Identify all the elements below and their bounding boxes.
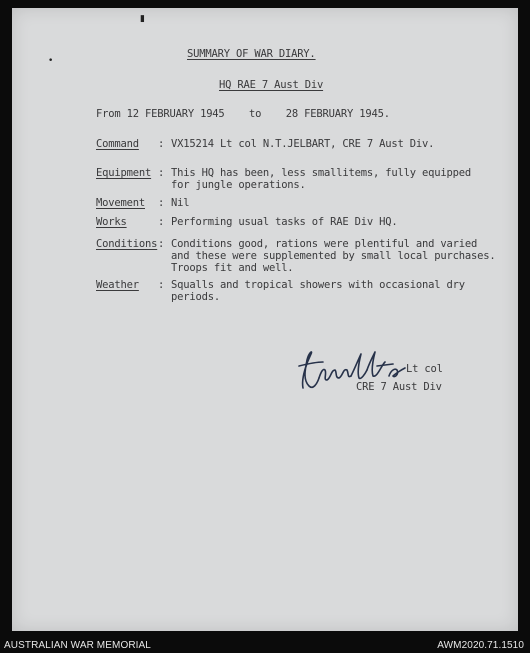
entry-label-movement: Movement: [96, 197, 145, 209]
entry-label-command: Command: [96, 138, 139, 150]
entry-text-conditions: Conditions good, rations were plentiful and varied and these were supplemented by small local purchases. Troops fit and well.: [171, 238, 496, 274]
entry-text-command: VX15214 Lt col N.T.JELBART, CRE 7 Aust Div.: [171, 138, 435, 150]
entry-label-equipment: Equipment: [96, 167, 152, 179]
colon: :: [158, 197, 165, 209]
entry-text-weather: Squalls and tropical showers with occasional dry periods.: [171, 279, 465, 303]
footer-accession-number: AWM2020.71.1510: [437, 640, 524, 651]
document-page: [12, 8, 518, 631]
colon: :: [158, 138, 165, 150]
entry-label-weather: Weather: [96, 279, 139, 291]
entry-text-movement: Nil: [171, 197, 190, 209]
entry-text-equipment: This HQ has been, less smallitems, fully equipped for jungle operations.: [171, 167, 471, 191]
punch-mark: ▮: [140, 14, 145, 24]
signatory-title: CRE 7 Aust Div: [356, 381, 442, 393]
ink-spot: •: [48, 56, 54, 66]
entry-text-works: Performing usual tasks of RAE Div HQ.: [171, 216, 398, 228]
colon: :: [158, 279, 165, 291]
footer-institution: AUSTRALIAN WAR MEMORIAL: [4, 640, 151, 651]
period-line: From 12 FEBRUARY 1945 to 28 FEBRUARY 1945.: [96, 108, 390, 120]
unit-heading: HQ RAE 7 Aust Div: [219, 79, 324, 91]
colon: :: [158, 216, 165, 228]
colon: :: [158, 238, 165, 250]
entry-label-works: Works: [96, 216, 127, 228]
document-title: SUMMARY OF WAR DIARY.: [187, 48, 316, 60]
entry-label-conditions: Conditions: [96, 238, 158, 250]
colon: :: [158, 167, 165, 179]
signatory-rank: Lt col: [406, 363, 443, 375]
